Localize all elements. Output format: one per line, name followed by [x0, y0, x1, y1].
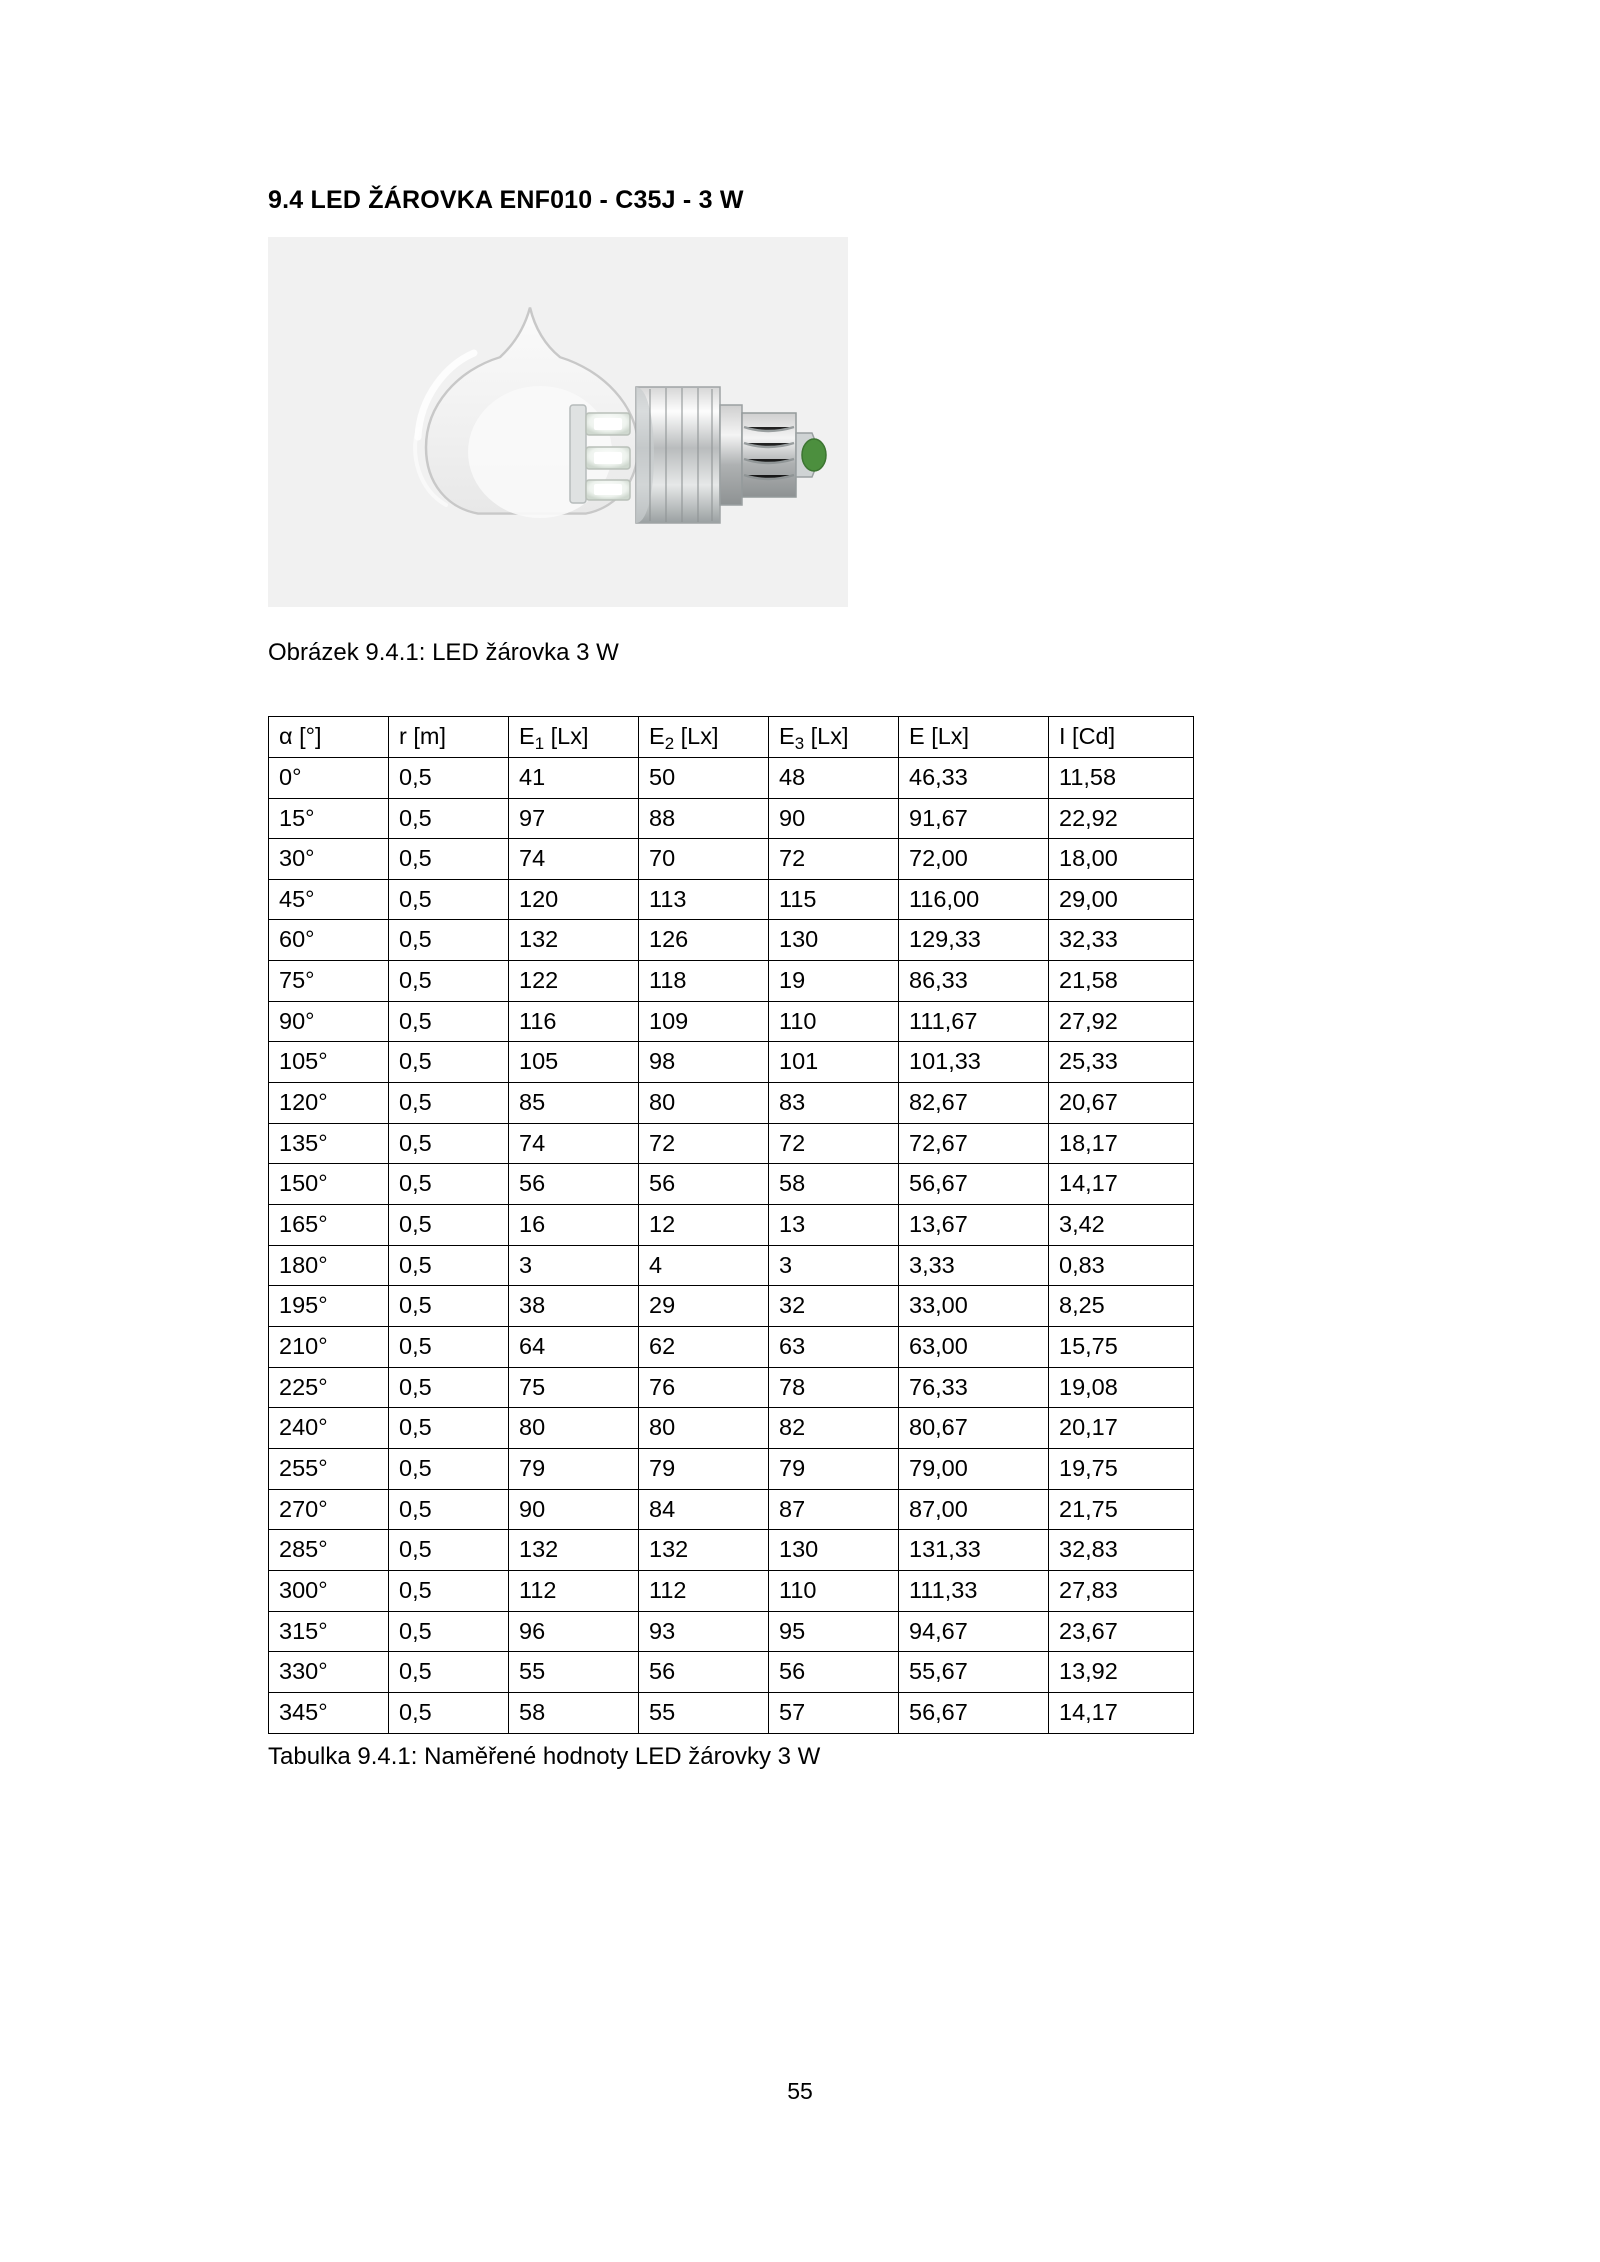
cell-e1: 97: [509, 798, 639, 839]
page-number: 55: [787, 2078, 813, 2104]
cell-e2: 56: [639, 1164, 769, 1205]
cell-e-avg: 80,67: [899, 1408, 1049, 1449]
cell-e2: 113: [639, 879, 769, 920]
cell-intensity: 21,58: [1049, 961, 1194, 1002]
cell-intensity: 13,92: [1049, 1652, 1194, 1693]
cell-distance: 0,5: [389, 1245, 509, 1286]
cell-e2: 50: [639, 757, 769, 798]
cell-e1: 16: [509, 1205, 639, 1246]
table-row: [269, 1408, 1194, 1449]
cell-e1: 96: [509, 1611, 639, 1652]
cell-e-avg: 111,33: [899, 1570, 1049, 1611]
table-row: [269, 1367, 1194, 1408]
cell-distance: 0,5: [389, 1042, 509, 1083]
cell-e3: 110: [769, 1570, 899, 1611]
cell-angle: 300°: [269, 1570, 389, 1611]
column-header-r: r [m]: [389, 717, 509, 758]
led-bulb-illustration: [268, 237, 848, 607]
cell-e2: 4: [639, 1245, 769, 1286]
cell-e-avg: 72,00: [899, 839, 1049, 880]
cell-e1: 79: [509, 1449, 639, 1490]
cell-distance: 0,5: [389, 839, 509, 880]
cell-angle: 135°: [269, 1123, 389, 1164]
cell-angle: 165°: [269, 1205, 389, 1246]
cell-e3: 110: [769, 1001, 899, 1042]
cell-e2: 72: [639, 1123, 769, 1164]
cell-e-avg: 56,67: [899, 1692, 1049, 1733]
cell-e2: 79: [639, 1449, 769, 1490]
page-content: [268, 185, 1338, 1796]
cell-e2: 76: [639, 1367, 769, 1408]
cell-angle: 225°: [269, 1367, 389, 1408]
cell-e3: 56: [769, 1652, 899, 1693]
cell-distance: 0,5: [389, 1286, 509, 1327]
cell-e2: 118: [639, 961, 769, 1002]
cell-e3: 130: [769, 920, 899, 961]
cell-e3: 87: [769, 1489, 899, 1530]
cell-e1: 64: [509, 1327, 639, 1368]
table-row: [269, 1652, 1194, 1693]
table-row: [269, 879, 1194, 920]
cell-e2: 132: [639, 1530, 769, 1571]
cell-e2: 98: [639, 1042, 769, 1083]
column-header-e2: $E_2$ [Lx]: [639, 717, 769, 758]
cell-distance: 0,5: [389, 1611, 509, 1652]
cell-angle: 90°: [269, 1001, 389, 1042]
cell-e-avg: 131,33: [899, 1530, 1049, 1571]
cell-intensity: 20,17: [1049, 1408, 1194, 1449]
cell-e1: 55: [509, 1652, 639, 1693]
cell-intensity: 19,08: [1049, 1367, 1194, 1408]
cell-intensity: 27,83: [1049, 1570, 1194, 1611]
cell-e-avg: 101,33: [899, 1042, 1049, 1083]
cell-e2: 29: [639, 1286, 769, 1327]
cell-intensity: 8,25: [1049, 1286, 1194, 1327]
cell-e3: 57: [769, 1692, 899, 1733]
cell-e3: 95: [769, 1611, 899, 1652]
cell-distance: 0,5: [389, 1001, 509, 1042]
cell-intensity: 29,00: [1049, 879, 1194, 920]
cell-e2: 56: [639, 1652, 769, 1693]
table-row: [269, 1570, 1194, 1611]
cell-e3: 79: [769, 1449, 899, 1490]
cell-e2: 84: [639, 1489, 769, 1530]
table-row: [269, 1489, 1194, 1530]
table-row: [269, 1692, 1194, 1733]
cell-distance: 0,5: [389, 1692, 509, 1733]
cell-e1: 80: [509, 1408, 639, 1449]
cell-e3: 82: [769, 1408, 899, 1449]
figure-image: [268, 237, 848, 607]
cell-e3: 13: [769, 1205, 899, 1246]
table-row: [269, 1327, 1194, 1368]
table-row: [269, 920, 1194, 961]
cell-distance: 0,5: [389, 1449, 509, 1490]
cell-distance: 0,5: [389, 1123, 509, 1164]
cell-angle: 345°: [269, 1692, 389, 1733]
cell-angle: 75°: [269, 961, 389, 1002]
cell-e2: 93: [639, 1611, 769, 1652]
table-row: [269, 1083, 1194, 1124]
table-row: [269, 1164, 1194, 1205]
cell-distance: 0,5: [389, 1327, 509, 1368]
cell-intensity: 23,67: [1049, 1611, 1194, 1652]
cell-e1: 85: [509, 1083, 639, 1124]
cell-e3: 32: [769, 1286, 899, 1327]
table-row: [269, 1001, 1194, 1042]
cell-e-avg: 33,00: [899, 1286, 1049, 1327]
cell-distance: 0,5: [389, 879, 509, 920]
cell-distance: 0,5: [389, 1530, 509, 1571]
cell-distance: 0,5: [389, 798, 509, 839]
table-header-row: [269, 717, 1194, 758]
cell-e3: 90: [769, 798, 899, 839]
cell-angle: 45°: [269, 879, 389, 920]
column-header-alpha: α [°]: [269, 717, 389, 758]
table-row: [269, 1449, 1194, 1490]
cell-angle: 285°: [269, 1530, 389, 1571]
column-header-e3: $E_3$ [Lx]: [769, 717, 899, 758]
table-row: [269, 1042, 1194, 1083]
section-heading: 9.4 LED ŽÁROVKA ENF010 - C35J - 3 W: [268, 186, 744, 214]
cell-e2: 112: [639, 1570, 769, 1611]
cell-distance: 0,5: [389, 1367, 509, 1408]
cell-e2: 70: [639, 839, 769, 880]
cell-e1: 74: [509, 839, 639, 880]
cell-e-avg: 129,33: [899, 920, 1049, 961]
cell-distance: 0,5: [389, 1489, 509, 1530]
cell-e-avg: 46,33: [899, 757, 1049, 798]
cell-intensity: 22,92: [1049, 798, 1194, 839]
cell-e3: 101: [769, 1042, 899, 1083]
table-row: [269, 1530, 1194, 1571]
cell-e-avg: 3,33: [899, 1245, 1049, 1286]
cell-e3: 63: [769, 1327, 899, 1368]
cell-distance: 0,5: [389, 961, 509, 1002]
cell-intensity: 14,17: [1049, 1692, 1194, 1733]
cell-intensity: 11,58: [1049, 757, 1194, 798]
cell-intensity: 18,17: [1049, 1123, 1194, 1164]
cell-e1: 112: [509, 1570, 639, 1611]
table-caption: Tabulka 9.4.1: Naměřené hodnoty LED žárovky 3 W: [268, 1742, 821, 1770]
cell-angle: 15°: [269, 798, 389, 839]
cell-e2: 80: [639, 1408, 769, 1449]
cell-e1: 105: [509, 1042, 639, 1083]
cell-e3: 3: [769, 1245, 899, 1286]
cell-e3: 19: [769, 961, 899, 1002]
cell-intensity: 14,17: [1049, 1164, 1194, 1205]
cell-e1: 132: [509, 920, 639, 961]
cell-angle: 120°: [269, 1083, 389, 1124]
table-row: [269, 839, 1194, 880]
cell-distance: 0,5: [389, 1570, 509, 1611]
cell-e2: 80: [639, 1083, 769, 1124]
table-row: [269, 1245, 1194, 1286]
table-row: [269, 1286, 1194, 1327]
cell-angle: 270°: [269, 1489, 389, 1530]
cell-e-avg: 116,00: [899, 879, 1049, 920]
table-row: [269, 1123, 1194, 1164]
cell-e2: 88: [639, 798, 769, 839]
table-row: [269, 1205, 1194, 1246]
cell-angle: 150°: [269, 1164, 389, 1205]
cell-e1: 90: [509, 1489, 639, 1530]
cell-e2: 109: [639, 1001, 769, 1042]
cell-distance: 0,5: [389, 1652, 509, 1693]
table-row: [269, 961, 1194, 1002]
cell-e-avg: 13,67: [899, 1205, 1049, 1246]
cell-e1: 116: [509, 1001, 639, 1042]
cell-e1: 122: [509, 961, 639, 1002]
column-header-e: E [Lx]: [899, 717, 1049, 758]
cell-intensity: 3,42: [1049, 1205, 1194, 1246]
cell-e1: 3: [509, 1245, 639, 1286]
cell-e3: 115: [769, 879, 899, 920]
cell-e1: 74: [509, 1123, 639, 1164]
cell-e1: 132: [509, 1530, 639, 1571]
cell-e3: 83: [769, 1083, 899, 1124]
cell-distance: 0,5: [389, 1408, 509, 1449]
cell-distance: 0,5: [389, 920, 509, 961]
cell-e1: 56: [509, 1164, 639, 1205]
cell-distance: 0,5: [389, 1164, 509, 1205]
cell-e3: 72: [769, 839, 899, 880]
cell-e1: 41: [509, 757, 639, 798]
cell-e-avg: 86,33: [899, 961, 1049, 1002]
cell-angle: 0°: [269, 757, 389, 798]
cell-intensity: 19,75: [1049, 1449, 1194, 1490]
cell-e2: 62: [639, 1327, 769, 1368]
column-header-e1: $E_1$ [Lx]: [509, 717, 639, 758]
cell-intensity: 0,83: [1049, 1245, 1194, 1286]
cell-e-avg: 55,67: [899, 1652, 1049, 1693]
cell-distance: 0,5: [389, 1083, 509, 1124]
cell-angle: 255°: [269, 1449, 389, 1490]
measurement-table: [268, 716, 1194, 1733]
cell-intensity: 25,33: [1049, 1042, 1194, 1083]
cell-angle: 210°: [269, 1327, 389, 1368]
cell-e-avg: 94,67: [899, 1611, 1049, 1652]
cell-e-avg: 76,33: [899, 1367, 1049, 1408]
cell-intensity: 15,75: [1049, 1327, 1194, 1368]
cell-angle: 60°: [269, 920, 389, 961]
column-header-i: I [Cd]: [1049, 717, 1194, 758]
cell-angle: 180°: [269, 1245, 389, 1286]
cell-e3: 130: [769, 1530, 899, 1571]
cell-intensity: 18,00: [1049, 839, 1194, 880]
cell-angle: 30°: [269, 839, 389, 880]
cell-e1: 58: [509, 1692, 639, 1733]
cell-e3: 78: [769, 1367, 899, 1408]
table-body: [269, 757, 1194, 1733]
cell-e1: 75: [509, 1367, 639, 1408]
cell-e-avg: 87,00: [899, 1489, 1049, 1530]
table-row: [269, 798, 1194, 839]
cell-angle: 105°: [269, 1042, 389, 1083]
cell-angle: 240°: [269, 1408, 389, 1449]
cell-e3: 58: [769, 1164, 899, 1205]
cell-e2: 126: [639, 920, 769, 961]
cell-intensity: 32,33: [1049, 920, 1194, 961]
cell-intensity: 20,67: [1049, 1083, 1194, 1124]
cell-angle: 195°: [269, 1286, 389, 1327]
cell-e2: 55: [639, 1692, 769, 1733]
cell-e1: 120: [509, 879, 639, 920]
cell-e2: 12: [639, 1205, 769, 1246]
figure-caption: Obrázek 9.4.1: LED žárovka 3 W: [268, 639, 619, 666]
cell-angle: 330°: [269, 1652, 389, 1693]
cell-distance: 0,5: [389, 1205, 509, 1246]
cell-e-avg: 82,67: [899, 1083, 1049, 1124]
cell-e1: 38: [509, 1286, 639, 1327]
cell-intensity: 21,75: [1049, 1489, 1194, 1530]
cell-e-avg: 91,67: [899, 798, 1049, 839]
cell-e-avg: 72,67: [899, 1123, 1049, 1164]
cell-e3: 72: [769, 1123, 899, 1164]
cell-intensity: 27,92: [1049, 1001, 1194, 1042]
table-row: [269, 1611, 1194, 1652]
cell-e-avg: 63,00: [899, 1327, 1049, 1368]
cell-distance: 0,5: [389, 757, 509, 798]
cell-e-avg: 56,67: [899, 1164, 1049, 1205]
cell-intensity: 32,83: [1049, 1530, 1194, 1571]
cell-e3: 48: [769, 757, 899, 798]
cell-e-avg: 111,67: [899, 1001, 1049, 1042]
cell-angle: 315°: [269, 1611, 389, 1652]
cell-e-avg: 79,00: [899, 1449, 1049, 1490]
table-row: [269, 757, 1194, 798]
